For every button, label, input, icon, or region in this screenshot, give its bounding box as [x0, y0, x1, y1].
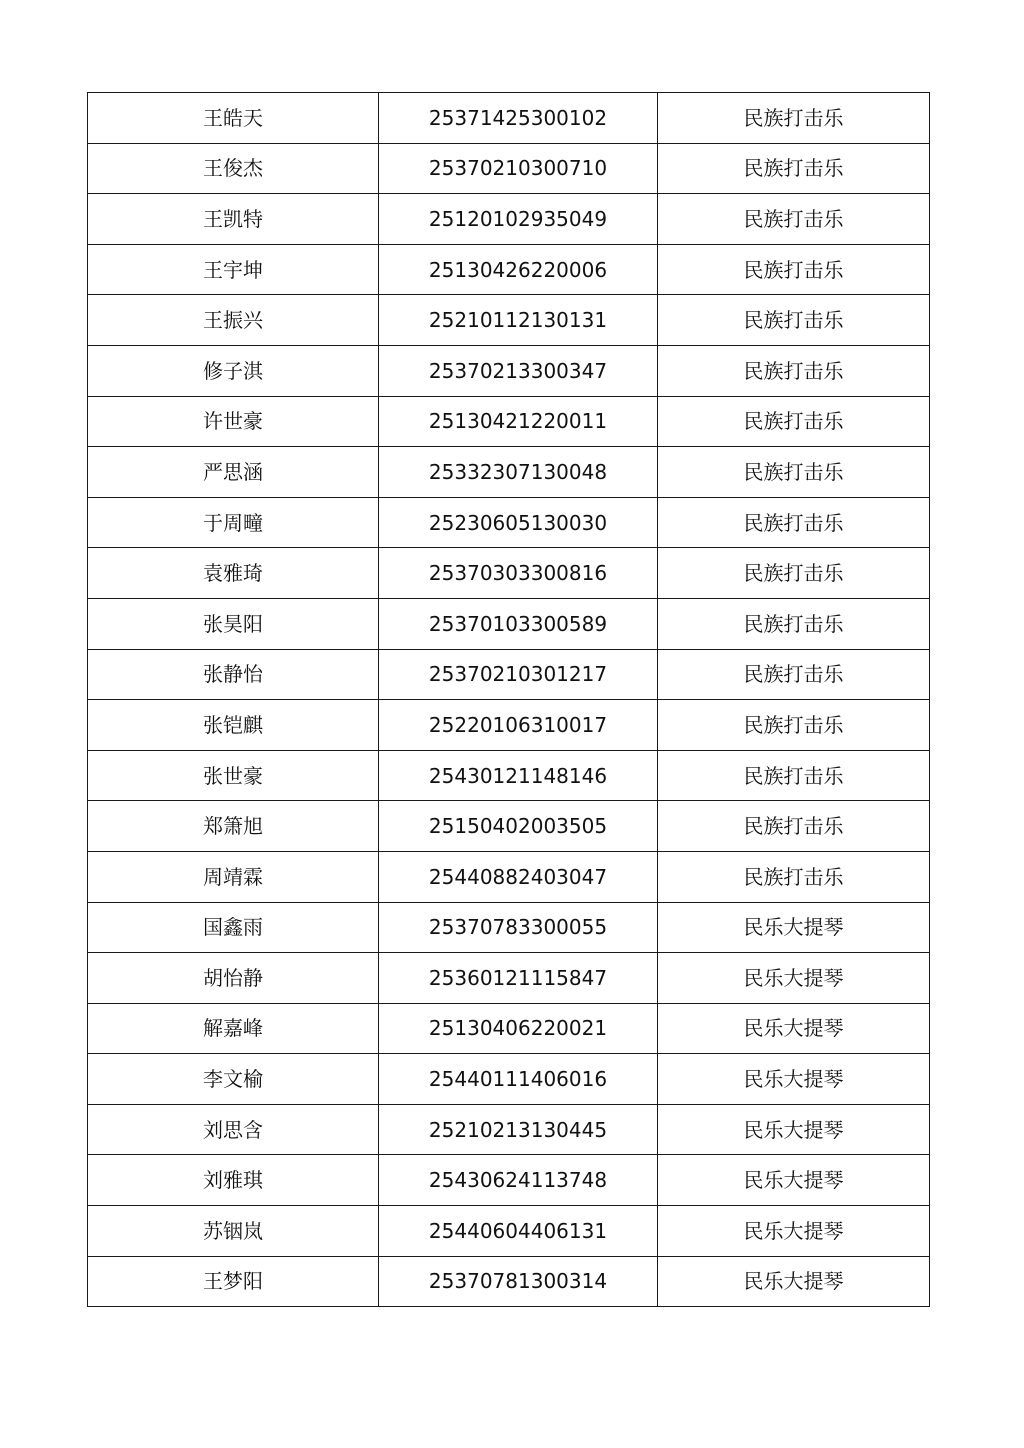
student-name-cell: 修子淇	[88, 345, 379, 396]
category-cell: 民族打击乐	[658, 548, 930, 599]
table-row	[88, 649, 930, 700]
category-cell: 民族打击乐	[658, 598, 930, 649]
exam-id-cell: 25370210301217	[379, 649, 658, 700]
category-cell: 民乐大提琴	[658, 953, 930, 1004]
exam-id-cell: 25360121115847	[379, 953, 658, 1004]
student-name-cell: 国鑫雨	[88, 902, 379, 953]
table-row	[88, 598, 930, 649]
exam-id-cell: 25440882403047	[379, 851, 658, 902]
exam-id-cell: 25440604406131	[379, 1206, 658, 1257]
student-name-cell: 袁雅琦	[88, 548, 379, 599]
student-name-cell: 王梦阳	[88, 1256, 379, 1307]
table-row	[88, 345, 930, 396]
exam-id-cell: 25210112130131	[379, 295, 658, 346]
table-row	[88, 497, 930, 548]
student-name-cell: 周靖霖	[88, 851, 379, 902]
exam-id-cell: 25440111406016	[379, 1054, 658, 1105]
category-cell: 民乐大提琴	[658, 1003, 930, 1054]
exam-id-cell: 25210213130445	[379, 1104, 658, 1155]
exam-id-cell: 25370210300710	[379, 143, 658, 194]
exam-id-cell: 25220106310017	[379, 700, 658, 751]
exam-id-cell: 25430624113748	[379, 1155, 658, 1206]
table-row	[88, 902, 930, 953]
table-row	[88, 1003, 930, 1054]
student-name-cell: 于周疃	[88, 497, 379, 548]
roster-body	[88, 93, 930, 1307]
table-row	[88, 447, 930, 498]
student-name-cell: 王皓天	[88, 93, 379, 144]
category-cell: 民乐大提琴	[658, 1206, 930, 1257]
exam-id-cell: 25130406220021	[379, 1003, 658, 1054]
roster-table	[87, 92, 930, 1307]
student-name-cell: 苏铟岚	[88, 1206, 379, 1257]
category-cell: 民族打击乐	[658, 244, 930, 295]
exam-id-cell: 25370781300314	[379, 1256, 658, 1307]
table-row	[88, 93, 930, 144]
table-row	[88, 548, 930, 599]
table-row	[88, 194, 930, 245]
category-cell: 民乐大提琴	[658, 1054, 930, 1105]
category-cell: 民族打击乐	[658, 497, 930, 548]
category-cell: 民乐大提琴	[658, 902, 930, 953]
exam-id-cell: 25130426220006	[379, 244, 658, 295]
exam-id-cell: 25230605130030	[379, 497, 658, 548]
table-row	[88, 700, 930, 751]
category-cell: 民族打击乐	[658, 700, 930, 751]
category-cell: 民族打击乐	[658, 295, 930, 346]
student-name-cell: 王凯特	[88, 194, 379, 245]
student-name-cell: 胡怡静	[88, 953, 379, 1004]
table-row	[88, 851, 930, 902]
category-cell: 民族打击乐	[658, 194, 930, 245]
table-row	[88, 1155, 930, 1206]
student-name-cell: 王俊杰	[88, 143, 379, 194]
exam-id-cell: 25371425300102	[379, 93, 658, 144]
table-row	[88, 1256, 930, 1307]
category-cell: 民族打击乐	[658, 345, 930, 396]
table-row	[88, 1054, 930, 1105]
student-name-cell: 刘思含	[88, 1104, 379, 1155]
student-name-cell: 许世豪	[88, 396, 379, 447]
student-name-cell: 李文榆	[88, 1054, 379, 1105]
student-name-cell: 解嘉峰	[88, 1003, 379, 1054]
table-row	[88, 244, 930, 295]
student-name-cell: 张世豪	[88, 750, 379, 801]
category-cell: 民乐大提琴	[658, 1256, 930, 1307]
table-row	[88, 801, 930, 852]
table-row	[88, 295, 930, 346]
category-cell: 民族打击乐	[658, 801, 930, 852]
category-cell: 民乐大提琴	[658, 1155, 930, 1206]
exam-id-cell: 25130421220011	[379, 396, 658, 447]
student-name-cell: 王宇坤	[88, 244, 379, 295]
exam-id-cell: 25370783300055	[379, 902, 658, 953]
category-cell: 民族打击乐	[658, 750, 930, 801]
table-row	[88, 143, 930, 194]
exam-id-cell: 25150402003505	[379, 801, 658, 852]
table-row	[88, 750, 930, 801]
table-row	[88, 1104, 930, 1155]
student-name-cell: 郑箫旭	[88, 801, 379, 852]
category-cell: 民族打击乐	[658, 851, 930, 902]
student-name-cell: 张昊阳	[88, 598, 379, 649]
category-cell: 民族打击乐	[658, 396, 930, 447]
category-cell: 民族打击乐	[658, 649, 930, 700]
exam-id-cell: 25370103300589	[379, 598, 658, 649]
exam-id-cell: 25370303300816	[379, 548, 658, 599]
table-row	[88, 953, 930, 1004]
student-name-cell: 刘雅琪	[88, 1155, 379, 1206]
category-cell: 民族打击乐	[658, 93, 930, 144]
table-row	[88, 1206, 930, 1257]
student-name-cell: 张静怡	[88, 649, 379, 700]
exam-id-cell: 25430121148146	[379, 750, 658, 801]
category-cell: 民乐大提琴	[658, 1104, 930, 1155]
exam-id-cell: 25332307130048	[379, 447, 658, 498]
category-cell: 民族打击乐	[658, 447, 930, 498]
exam-id-cell: 25120102935049	[379, 194, 658, 245]
table-row	[88, 396, 930, 447]
student-name-cell: 王振兴	[88, 295, 379, 346]
student-name-cell: 严思涵	[88, 447, 379, 498]
category-cell: 民族打击乐	[658, 143, 930, 194]
student-name-cell: 张铠麒	[88, 700, 379, 751]
exam-id-cell: 25370213300347	[379, 345, 658, 396]
